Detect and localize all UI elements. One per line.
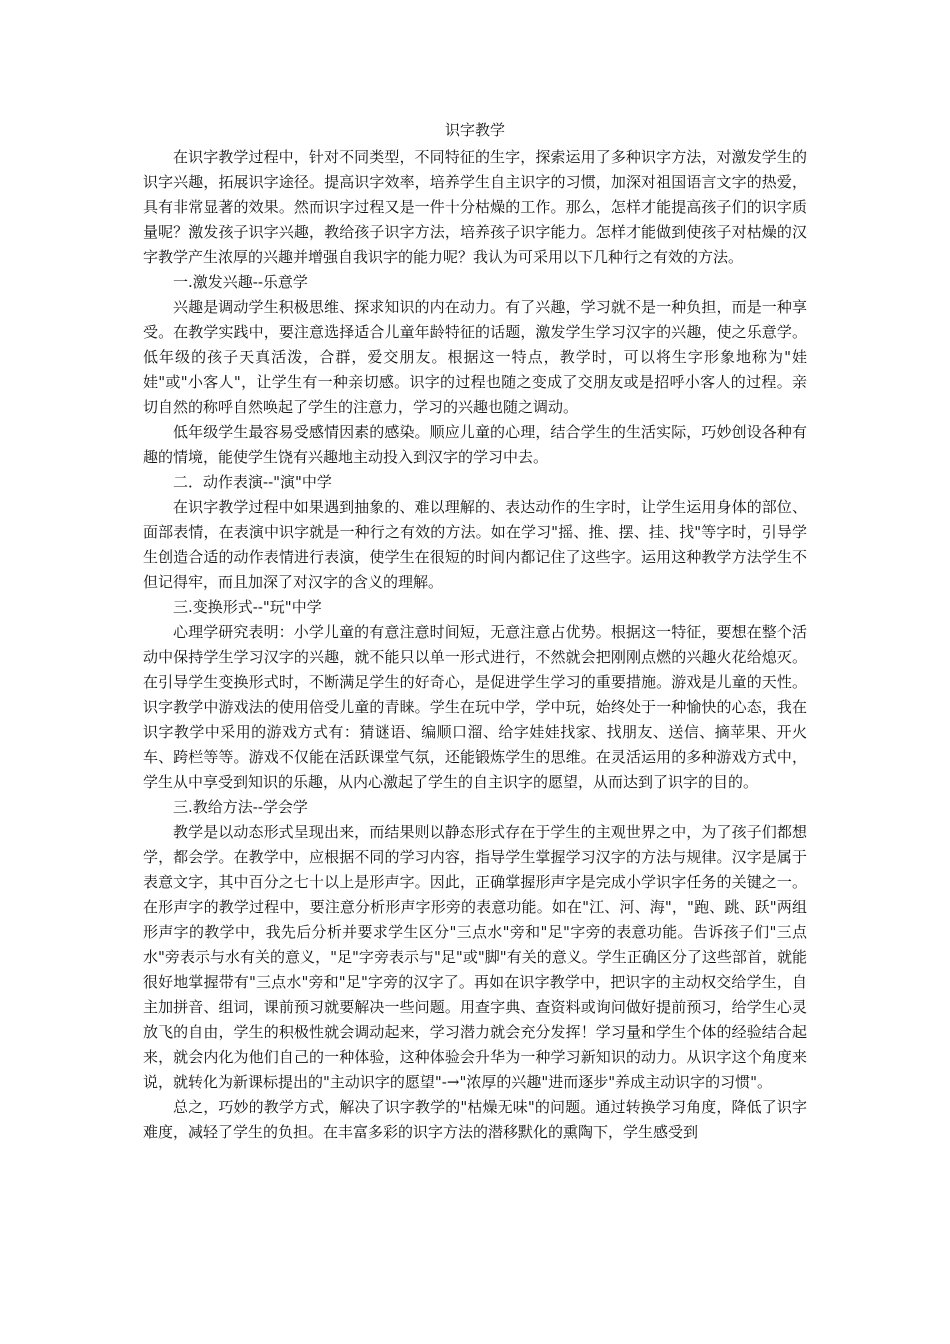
document-title: 识字教学: [444, 121, 505, 139]
section-heading-4: 三.教给方法--学会学: [173, 798, 308, 816]
body-paragraph: 心理学研究表明：小学儿童的有意注意时间短，无意注意占优势。根据这一特征，要想在整个活动中保持学生学习汉字的兴趣，就不能只以单一形式进行，不然就会把刚刚点燃的兴趣火花给熄灭。在引导学生变换形式时，不断满足学生的好奇心，是促进学生学习的重要措施。游戏是儿童的天性。识字教学中游戏法的使用倍受儿童的青睐。学生在玩中学，学中玩，始终处于一种愉快的心态，我在识字教学中采用的游戏方式有：猜谜语、编顺口溜、给字娃娃找家、找朋友、送信、摘苹果、开火车、跨栏等等。游戏不仅能在活跃课堂气氛，还能锻炼学生的思维。在灵活运用的多种游戏方式中，学生从中享受到知识的乐趣，从内心激起了学生的自主识字的愿望，从而达到了识字的目的。: [143, 623, 807, 791]
section-heading-2: 二．动作表演--"演"中学: [173, 473, 332, 491]
body-paragraph: 低年级学生最容易受感情因素的感染。顺应儿童的心理，结合学生的生活实际，巧妙创设各种有趣的情境，能使学生饶有兴趣地主动投入到汉字的学习中去。: [143, 423, 807, 466]
conclusion-paragraph: 总之，巧妙的教学方式，解决了识字教学的"枯燥无味"的问题。通过转换学习角度，降低了识字难度，减轻了学生的负担。在丰富多彩的识字方法的潜移默化的熏陶下，学生感受到: [143, 1098, 807, 1141]
section-heading-3: 三.变换形式--"玩"中学: [173, 598, 322, 616]
section-heading-1: 一.激发兴趣--乐意学: [173, 273, 308, 291]
body-paragraph: 教学是以动态形式呈现出来，而结果则以静态形式存在于学生的主观世界之中，为了孩子们都想学，都会学。在教学中，应根据不同的学习内容，指导学生掌握学习汉字的方法与规律。汉字是属于表意文字，其中百分之七十以上是形声字。因此，正确掌握形声字是完成小学识字任务的关键之一。在形声字的教学过程中，要注意分析形声字形旁的表意功能。如在"江、河、海"，"跑、跳、跃"两组形声字的教学中，我先后分析并要求学生区分"三点水"旁和"足"字旁的表意功能。告诉孩子们"三点水"旁表示与水有关的意义，"足"字旁表示与"足"或"脚"有关的意义。学生正确区分了这些部首，就能很好地掌握带有"三点水"旁和"足"字旁的汉字了。再如在识字教学中，把识字的主动权交给学生，自主加拼音、组词，课前预习就要解决一些问题。用查字典、查资料或询问做好提前预习，给学生心灵放飞的自由，学生的积极性就会调动起来，学习潜力就会充分发挥！学习量和学生个体的经验结合起来，就会内化为他们自己的一种体验，这种体验会升华为一种学习新知识的动力。从识字这个角度来说，就转化为新课标提出的"主动识字的愿望"-→"浓厚的兴趣"进而逐步"养成主动识字的习惯"。: [143, 823, 807, 1091]
intro-paragraph: 在识字教学过程中，针对不同类型，不同特征的生字，探索运用了多种识字方法，对激发学生的识字兴趣，拓展识字途径。提高识字效率，培养学生自主识字的习惯，加深对祖国语言文字的热爱，具有非常显著的效果。然而识字过程又是一件十分枯燥的工作。那么，怎样才能提高孩子们的识字质量呢？激发孩子识字兴趣，教给孩子识字方法，培养孩子识字能力。怎样才能做到使孩子对枯燥的汉字教学产生浓厚的兴趣并增强自我识字的能力呢？我认为可采用以下几种行之有效的方法。: [143, 148, 807, 266]
body-paragraph: 在识字教学过程中如果遇到抽象的、难以理解的、表达动作的生字时，让学生运用身体的部位、面部表情，在表演中识字就是一种行之有效的方法。如在学习"摇、推、摆、挂、找"等字时，引导学生创造合适的动作表情进行表演，使学生在很短的时间内都记住了这些字。运用这种教学方法学生不但记得牢，而且加深了对汉字的含义的理解。: [143, 498, 807, 591]
document-page: [143, 118, 807, 1145]
body-paragraph: 兴趣是调动学生积极思维、探求知识的内在动力。有了兴趣，学习就不是一种负担，而是一种享受。在教学实践中，要注意选择适合儿童年龄特征的话题，激发学生学习汉字的兴趣，使之乐意学。低年级的孩子天真活泼，合群，爱交朋友。根据这一特点，教学时，可以将生字形象地称为"娃娃"或"小客人"，让学生有一种亲切感。识字的过程也随之变成了交朋友或是招呼小客人的过程。亲切自然的称呼自然唤起了学生的注意力，学习的兴趣也随之调动。: [143, 298, 807, 416]
